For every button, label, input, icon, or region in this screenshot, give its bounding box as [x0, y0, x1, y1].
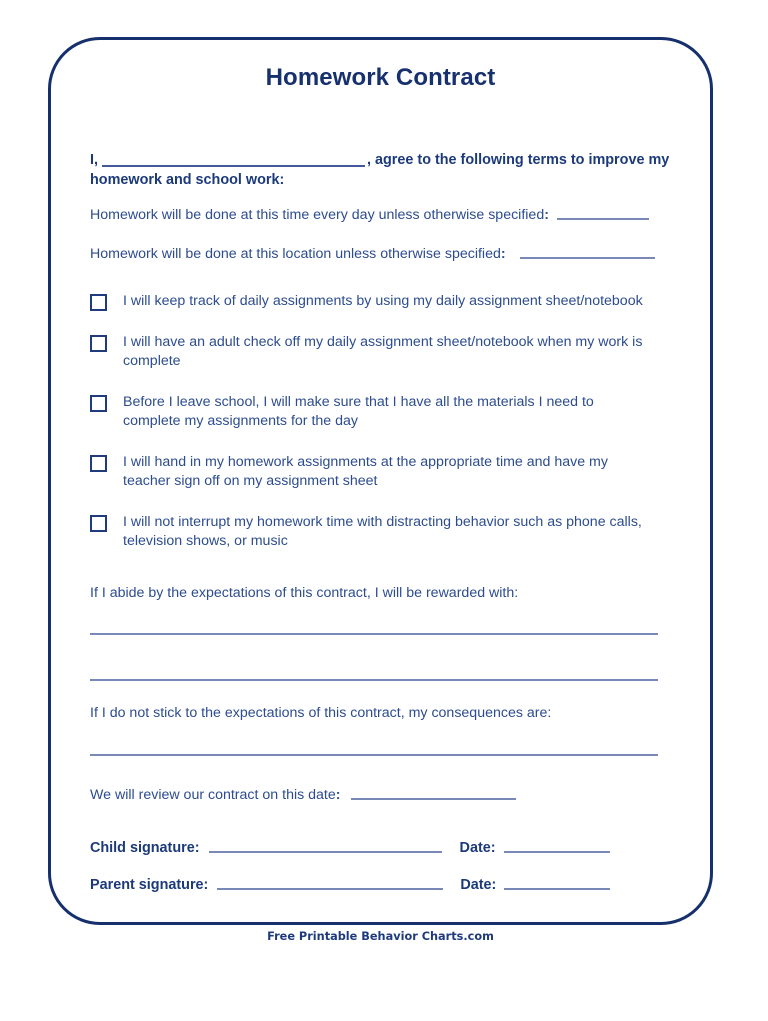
list-item[interactable] — [90, 393, 680, 432]
parent-date-label: Date: — [460, 877, 497, 893]
child-signature-line[interactable] — [209, 850, 442, 853]
review-date-separator: : — [335, 787, 341, 803]
checkbox-icon[interactable] — [90, 455, 107, 472]
field-label-location: Homework will be done at this location unless otherwise specified — [90, 246, 501, 262]
list-item[interactable] — [90, 453, 680, 492]
review-date-fill-in-line[interactable] — [351, 797, 516, 800]
name-fill-in-line[interactable] — [102, 164, 365, 167]
reward-answer-line-1[interactable] — [90, 633, 658, 635]
reward-answer-line-2[interactable] — [90, 679, 658, 681]
child-signature-label: Child signature: — [90, 840, 200, 856]
child-date-line[interactable] — [504, 850, 610, 853]
field-row-location — [90, 246, 690, 262]
consequence-answer-line[interactable] — [90, 754, 658, 756]
child-signature-row — [90, 840, 690, 856]
terms-checklist — [90, 292, 680, 573]
consequence-prompt: If I do not stick to the expectations of this contract, my consequences are: — [90, 705, 552, 721]
parent-signature-row — [90, 877, 690, 893]
checkbox-icon[interactable] — [90, 515, 107, 532]
checkbox-icon[interactable] — [90, 395, 107, 412]
footer-credit: Free Printable Behavior Charts.com — [267, 930, 494, 943]
field-separator-location: : — [500, 246, 506, 262]
field-fill-in-line-time[interactable] — [557, 217, 649, 220]
list-item[interactable] — [90, 292, 680, 312]
intro-suffix: , agree to the following terms to improve my homework and school work: — [90, 152, 670, 188]
checklist-item-label: I will keep track of daily assignments by using my daily assignment sheet/notebook — [123, 293, 643, 309]
field-separator-time: : — [544, 207, 549, 223]
field-row-time — [90, 207, 690, 223]
checklist-item-label: Before I leave school, I will make sure that I have all the materials I need to complete my assignments for the day — [123, 393, 594, 429]
checklist-item-label: I will not interrupt my homework time with distracting behavior such as phone calls, television shows, or music — [123, 513, 642, 549]
reward-prompt: If I abide by the expectations of this contract, I will be rewarded with: — [90, 585, 519, 601]
review-date-row — [90, 787, 690, 803]
field-label-time: Homework will be done at this time every day unless otherwise specified — [90, 207, 545, 223]
intro-paragraph — [90, 150, 670, 190]
list-item[interactable] — [90, 333, 680, 372]
checkbox-icon[interactable] — [90, 335, 107, 352]
field-fill-in-line-location[interactable] — [520, 256, 655, 259]
parent-signature-line[interactable] — [217, 887, 443, 890]
intro-prefix: I, — [90, 152, 98, 168]
checkbox-icon[interactable] — [90, 294, 107, 311]
child-date-label: Date: — [459, 840, 496, 856]
page-title: Homework Contract — [265, 64, 496, 91]
contract-content — [48, 37, 713, 943]
list-item[interactable] — [90, 513, 680, 552]
checklist-item-label: I will hand in my homework assignments at the appropriate time and have my teacher sign off on my assignment sheet — [123, 453, 608, 489]
review-date-label: We will review our contract on this date — [90, 787, 336, 803]
parent-signature-label: Parent signature: — [90, 877, 209, 893]
checklist-item-label: I will have an adult check off my daily assignment sheet/notebook when my work is complete — [123, 333, 643, 369]
parent-date-line[interactable] — [504, 887, 610, 890]
